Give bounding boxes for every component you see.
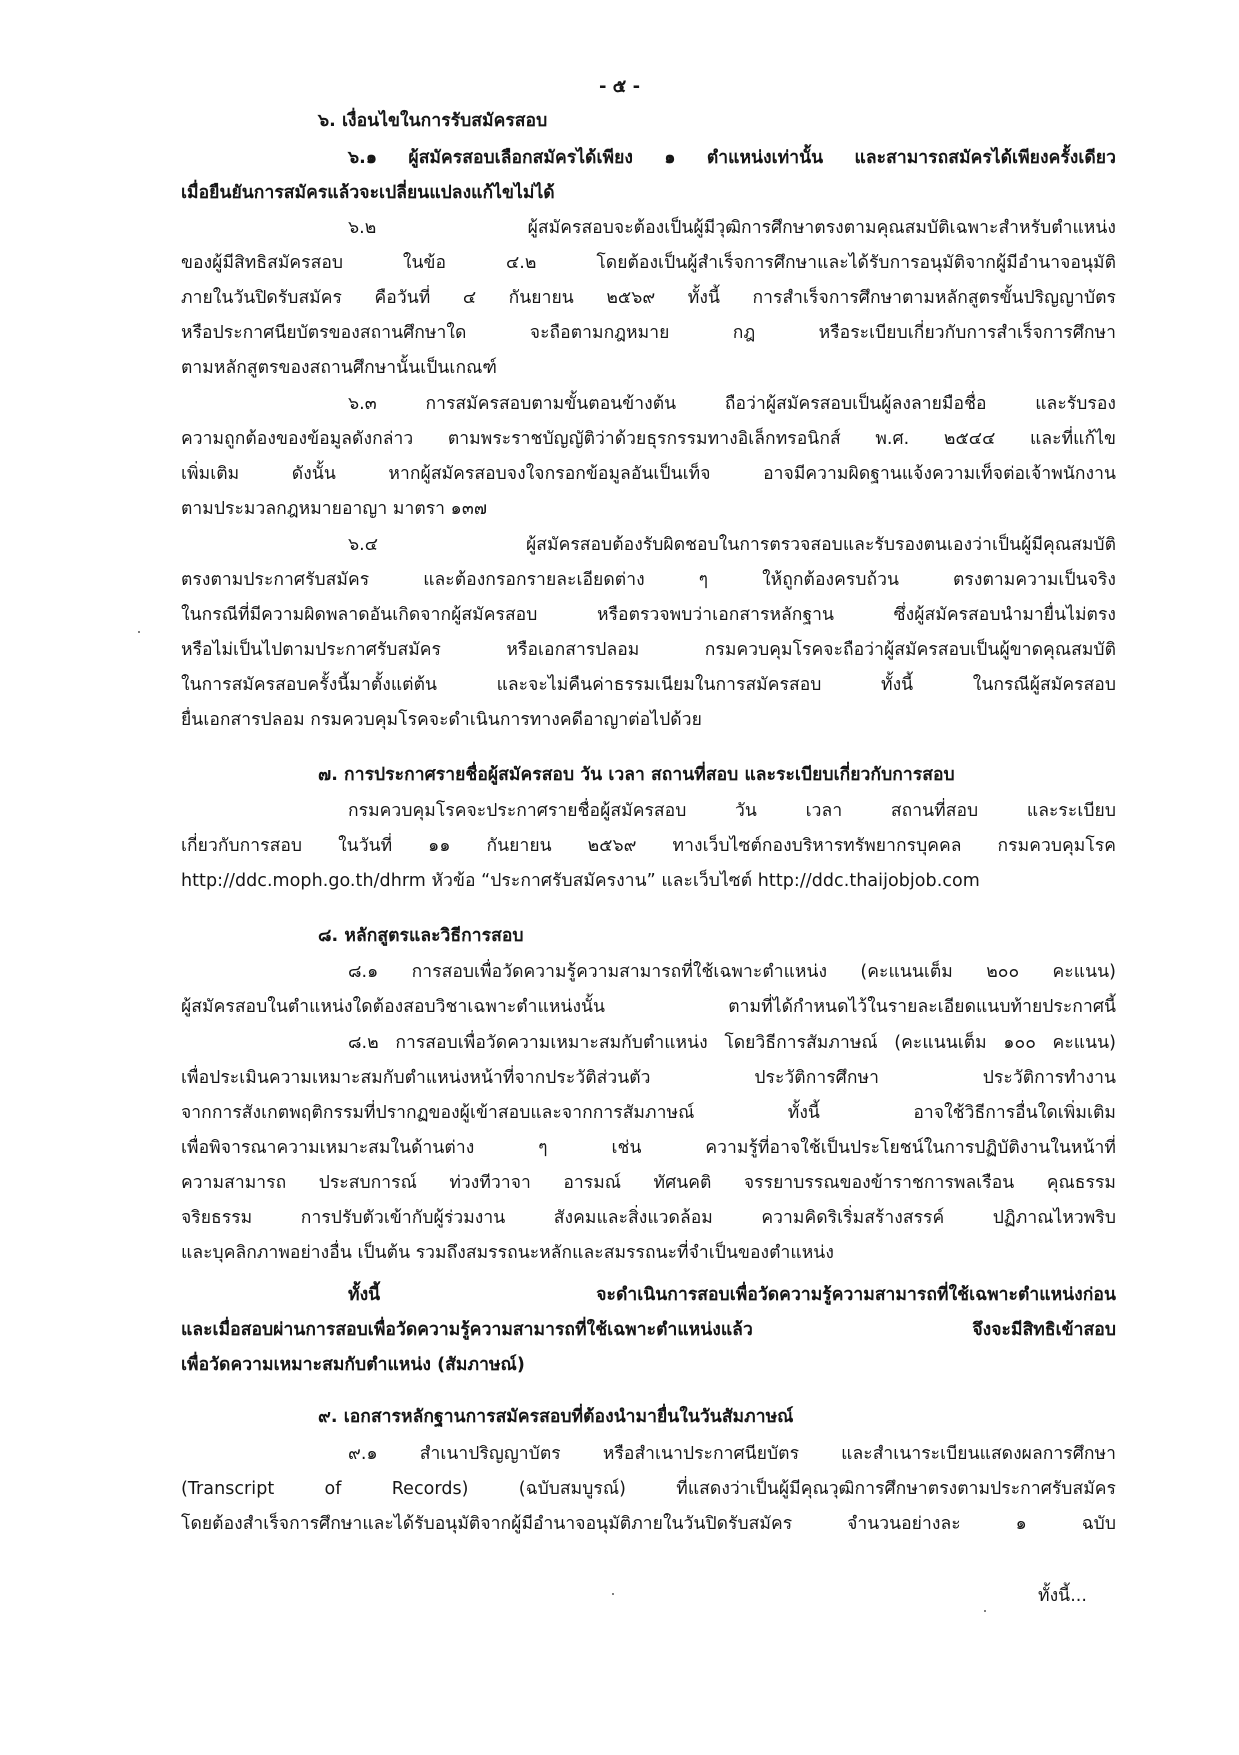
scan-speck <box>612 1593 614 1595</box>
para-8-1-line-1: ๘.๑ การสอบเพื่อวัดความรู้ความสามารถที่ใช้เฉพาะตำแหน่ง (คะแนนเต็ม ๒๐๐ คะแนน) <box>348 962 1116 982</box>
para-6-4-line-5: ในการสมัครสอบครั้งนี้มาตั้งแต่ต้น และจะไม่คืนค่าธรรมเนียมในการสมัครสอบ ทั้งนี้ ในกรณีผู้สมัครสอบ <box>181 675 1116 695</box>
para-8-2-line-1: ๘.๒ การสอบเพื่อวัดความเหมาะสมกับตำแหน่ง โดยวิธีการสัมภาษณ์ (คะแนนเต็ม ๑๐๐ คะแนน) <box>348 1033 1116 1053</box>
para-6-1-line-1: ๖.๑ ผู้สมัครสอบเลือกสมัครได้เพียง ๑ ตำแหน่งเท่านั้น และสามารถสมัครได้เพียงครั้งเดียว <box>348 148 1116 168</box>
para-6-3-line-2: ความถูกต้องของข้อมูลดังกล่าว ตามพระราชบัญญัติว่าด้วยธุรกรรมทางอิเล็กทรอนิกส์ พ.ศ. ๒๕๔๔ และที่แก้ไข <box>181 429 1116 449</box>
para-6-2-line-4: หรือประกาศนียบัตรของสถานศึกษาใด จะถือตามกฎหมาย กฎ หรือระเบียบเกี่ยวกับการสำเร็จการศึกษา <box>181 323 1116 343</box>
para-6-3-line-1: ๖.๓ การสมัครสอบตามขั้นตอนข้างต้น ถือว่าผู้สมัครสอบเป็นผู้ลงลายมือชื่อ และรับรอง <box>348 394 1116 414</box>
continuation-marker: ทั้งนี้... <box>1038 1586 1088 1606</box>
para-8-2-line-2: เพื่อประเมินความเหมาะสมกับตำแหน่งหน้าที่จากประวัติส่วนตัว ประวัติการศึกษา ประวัติการทำงาน <box>181 1068 1116 1088</box>
para-8-2-line-3: จากการสังเกตพฤติกรรมที่ปรากฏของผู้เข้าสอบและจากการสัมภาษณ์ ทั้งนี้ อาจใช้วิธีการอื่นใดเพิ่มเติม <box>181 1103 1116 1123</box>
para-6-1-line-2: เมื่อยืนยันการสมัครแล้วจะเปลี่ยนแปลงแก้ไขไม่ได้ <box>181 183 555 203</box>
para-6-2-line-5: ตามหลักสูตรของสถานศึกษานั้นเป็นเกณฑ์ <box>181 358 497 378</box>
para-9-1-line-1: ๙.๑ สำเนาปริญญาบัตร หรือสำเนาประกาศนียบัตร และสำเนาระเบียนแสดงผลการศึกษา <box>348 1444 1116 1464</box>
section-7-line-1: กรมควบคุมโรคจะประกาศรายชื่อผู้สมัครสอบ วัน เวลา สถานที่สอบ และระเบียบ <box>348 801 1116 821</box>
para-6-4-line-4: หรือไม่เป็นไปตามประกาศรับสมัคร หรือเอกสารปลอม กรมควบคุมโรคจะถือว่าผู้สมัครสอบเป็นผู้ขาดคุณสมบัติ <box>181 640 1116 660</box>
section-7-heading: ๗. การประกาศรายชื่อผู้สมัครสอบ วัน เวลา สถานที่สอบ และระเบียบเกี่ยวกับการสอบ <box>318 765 955 785</box>
para-6-4-line-1: ๖.๔ ผู้สมัครสอบต้องรับผิดชอบในการตรวจสอบและรับรองตนเองว่าเป็นผู้มีคุณสมบัติ <box>348 535 1116 555</box>
para-8-2-line-7: และบุคลิกภาพอย่างอื่น เป็นต้น รวมถึงสมรรถนะหลักและสมรรถนะที่จำเป็นของตำแหน่ง <box>181 1243 834 1263</box>
page-number: - ๕ - <box>598 76 641 97</box>
section-7-line-2: เกี่ยวกับการสอบ ในวันที่ ๑๑ กันยายน ๒๕๖๙ ทางเว็บไซต์กองบริหารทรัพยากรบุคคล กรมควบคุมโรค <box>181 836 1116 856</box>
para-6-2-line-1: ๖.๒ ผู้สมัครสอบจะต้องเป็นผู้มีวุฒิการศึกษาตรงตามคุณสมบัติเฉพาะสำหรับตำแหน่ง <box>348 218 1116 238</box>
para-8-2-line-5: ความสามารถ ประสบการณ์ ท่วงทีวาจา อารมณ์ ทัศนคติ จรรยาบรรณของข้าราชการพลเรือน คุณธรรม <box>181 1173 1116 1193</box>
para-8-2-line-6: จริยธรรม การปรับตัวเข้ากับผู้ร่วมงาน สังคมและสิ่งแวดล้อม ความคิดริเริ่มสร้างสรรค์ ปฏิภาณไหวพริบ <box>181 1208 1116 1228</box>
para-6-4-line-6: ยื่นเอกสารปลอม กรมควบคุมโรคจะดำเนินการทางคดีอาญาต่อไปด้วย <box>181 710 702 730</box>
para-9-1-line-3: โดยต้องสำเร็จการศึกษาและได้รับอนุมัติจากผู้มีอำนาจอนุมัติภายในวันปิดรับสมัคร จำนวนอย่างละ ๑ ฉบับ <box>181 1514 1116 1534</box>
scan-speck <box>984 1610 986 1612</box>
section-8-heading: ๘. หลักสูตรและวิธีการสอบ <box>318 926 524 946</box>
para-6-2-line-3: ภายในวันปิดรับสมัคร คือวันที่ ๔ กันยายน ๒๕๖๙ ทั้งนี้ การสำเร็จการศึกษาตามหลักสูตรขั้นปริญญาบัตร <box>181 288 1116 308</box>
section-8-note-line-1: ทั้งนี้ จะดำเนินการสอบเพื่อวัดความรู้ความสามารถที่ใช้เฉพาะตำแหน่งก่อน <box>348 1285 1116 1305</box>
section-9-heading: ๙. เอกสารหลักฐานการสมัครสอบที่ต้องนำมายื่นในวันสัมภาษณ์ <box>318 1407 794 1427</box>
para-6-3-line-4: ตามประมวลกฎหมายอาญา มาตรา ๑๓๗ <box>181 499 488 519</box>
section-7-line-3: http://ddc.moph.go.th/dhrm หัวข้อ “ประกาศรับสมัครงาน” และเว็บไซต์ http://ddc.thaijobjob.com <box>181 871 980 891</box>
section-6-heading: ๖. เงื่อนไขในการรับสมัครสอบ <box>318 111 548 131</box>
para-6-4-line-3: ในกรณีที่มีความผิดพลาดอันเกิดจากผู้สมัครสอบ หรือตรวจพบว่าเอกสารหลักฐาน ซึ่งผู้สมัครสอบนำมายื่นไม่ตรง <box>181 605 1116 625</box>
scan-speck <box>138 631 140 633</box>
para-6-3-line-3: เพิ่มเติม ดังนั้น หากผู้สมัครสอบจงใจกรอกข้อมูลอันเป็นเท็จ อาจมีความผิดฐานแจ้งความเท็จต่อเจ้าพนักงาน <box>181 464 1116 484</box>
para-8-2-line-4: เพื่อพิจารณาความเหมาะสมในด้านต่าง ๆ เช่น ความรู้ที่อาจใช้เป็นประโยชน์ในการปฏิบัติงานในหน้าที่ <box>181 1138 1116 1158</box>
section-8-note-line-2: และเมื่อสอบผ่านการสอบเพื่อวัดความรู้ความสามารถที่ใช้เฉพาะตำแหน่งแล้ว จึงจะมีสิทธิเข้าสอบ <box>181 1320 1116 1340</box>
para-6-4-line-2: ตรงตามประกาศรับสมัคร และต้องกรอกรายละเอียดต่าง ๆ ให้ถูกต้องครบถ้วน ตรงตามความเป็นจริง <box>181 570 1116 590</box>
section-8-note-line-3: เพื่อวัดความเหมาะสมกับตำแหน่ง (สัมภาษณ์) <box>181 1355 525 1375</box>
para-6-2-line-2: ของผู้มีสิทธิสมัครสอบ ในข้อ ๔.๒ โดยต้องเป็นผู้สำเร็จการศึกษาและได้รับการอนุมัติจากผู้มีอำนาจอนุมัติ <box>181 253 1116 273</box>
para-9-1-line-2: (Transcript of Records) (ฉบับสมบูรณ์) ที่แสดงว่าเป็นผู้มีคุณวุฒิการศึกษาตรงตามประกาศรับสมัคร <box>181 1479 1116 1499</box>
para-8-1-line-2: ผู้สมัครสอบในตำแหน่งใดต้องสอบวิชาเฉพาะตำแหน่งนั้น ตามที่ได้กำหนดไว้ในรายละเอียดแนบท้ายประกาศนี้ <box>181 997 1116 1017</box>
